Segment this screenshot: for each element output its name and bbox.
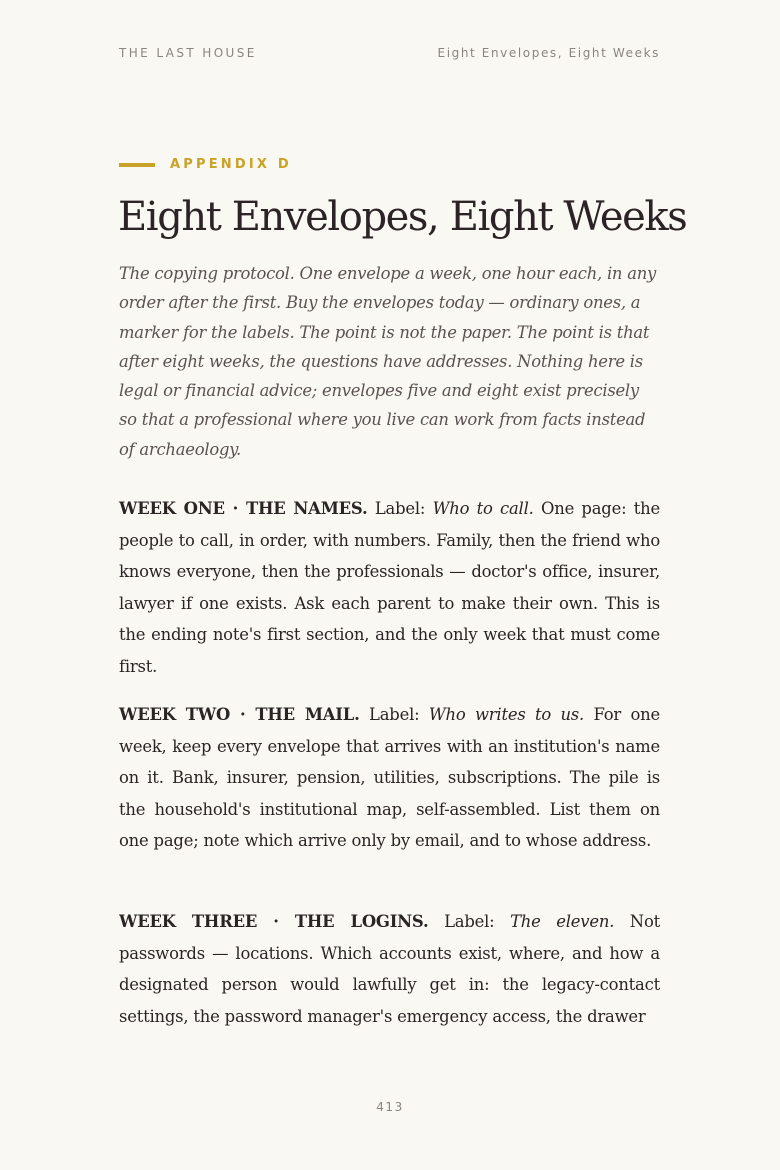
intro-paragraph: The copying protocol. One envelope a week, one hour each, in any order after the first. Buy the envelopes today — ordinary ones, a marker for the labels. The point is not the paper. The point is that after eight weeks, the questions have addresses. Nothing here is legal or financial advice; envelopes five and eight exist precisely so that a professional where you live can work from facts instead of archaeology. xyxy=(119,264,657,459)
week-heading: WEEK THREE · THE LOGINS. xyxy=(119,912,429,931)
appendix-label: APPENDIX D xyxy=(170,157,292,172)
label-prefix: Label: xyxy=(444,912,495,931)
week-heading: WEEK TWO · THE MAIL. xyxy=(119,705,360,724)
week-body: For one week, keep every envelope that arrives with an institution's name on it. Bank, insurer, pension, utilities, subscriptions. The pile is the household's institutional map, self-assembled. List them on one page; note which arrive only by email, and to whose address. xyxy=(119,705,660,850)
running-head-book-title: THE LAST HOUSE xyxy=(119,46,257,60)
envelope-label: Who writes to us. xyxy=(428,705,585,724)
running-head-chapter-title: Eight Envelopes, Eight Weeks xyxy=(437,46,660,60)
label-prefix: Label: xyxy=(374,499,426,518)
envelope-label: Who to call. xyxy=(432,499,534,518)
appendix-eyebrow xyxy=(119,157,292,172)
accent-rule xyxy=(119,163,155,167)
week-one-paragraph xyxy=(119,493,660,682)
page-number: 413 xyxy=(376,1100,404,1114)
label-prefix: Label: xyxy=(369,705,420,724)
week-three-paragraph xyxy=(119,906,660,1032)
page-title: Eight Envelopes, Eight Weeks xyxy=(118,194,687,240)
running-head xyxy=(119,46,660,60)
envelope-label: The eleven. xyxy=(510,912,615,931)
week-two-paragraph xyxy=(119,699,660,857)
week-body: One page: the people to call, in order, with numbers. Family, then the friend who knows everyone, then the professionals — doctor's office, insurer, lawyer if one exists. Ask each parent to make their own. This is the ending note's first section, and the only week that must come first. xyxy=(119,499,660,676)
week-body: Not passwords — locations. Which accounts exist, where, and how a designated person would lawfully get in: the legacy-contact settings, the password manager's emergency access, the drawer xyxy=(119,912,660,1026)
week-heading: WEEK ONE · THE NAMES. xyxy=(119,499,368,518)
